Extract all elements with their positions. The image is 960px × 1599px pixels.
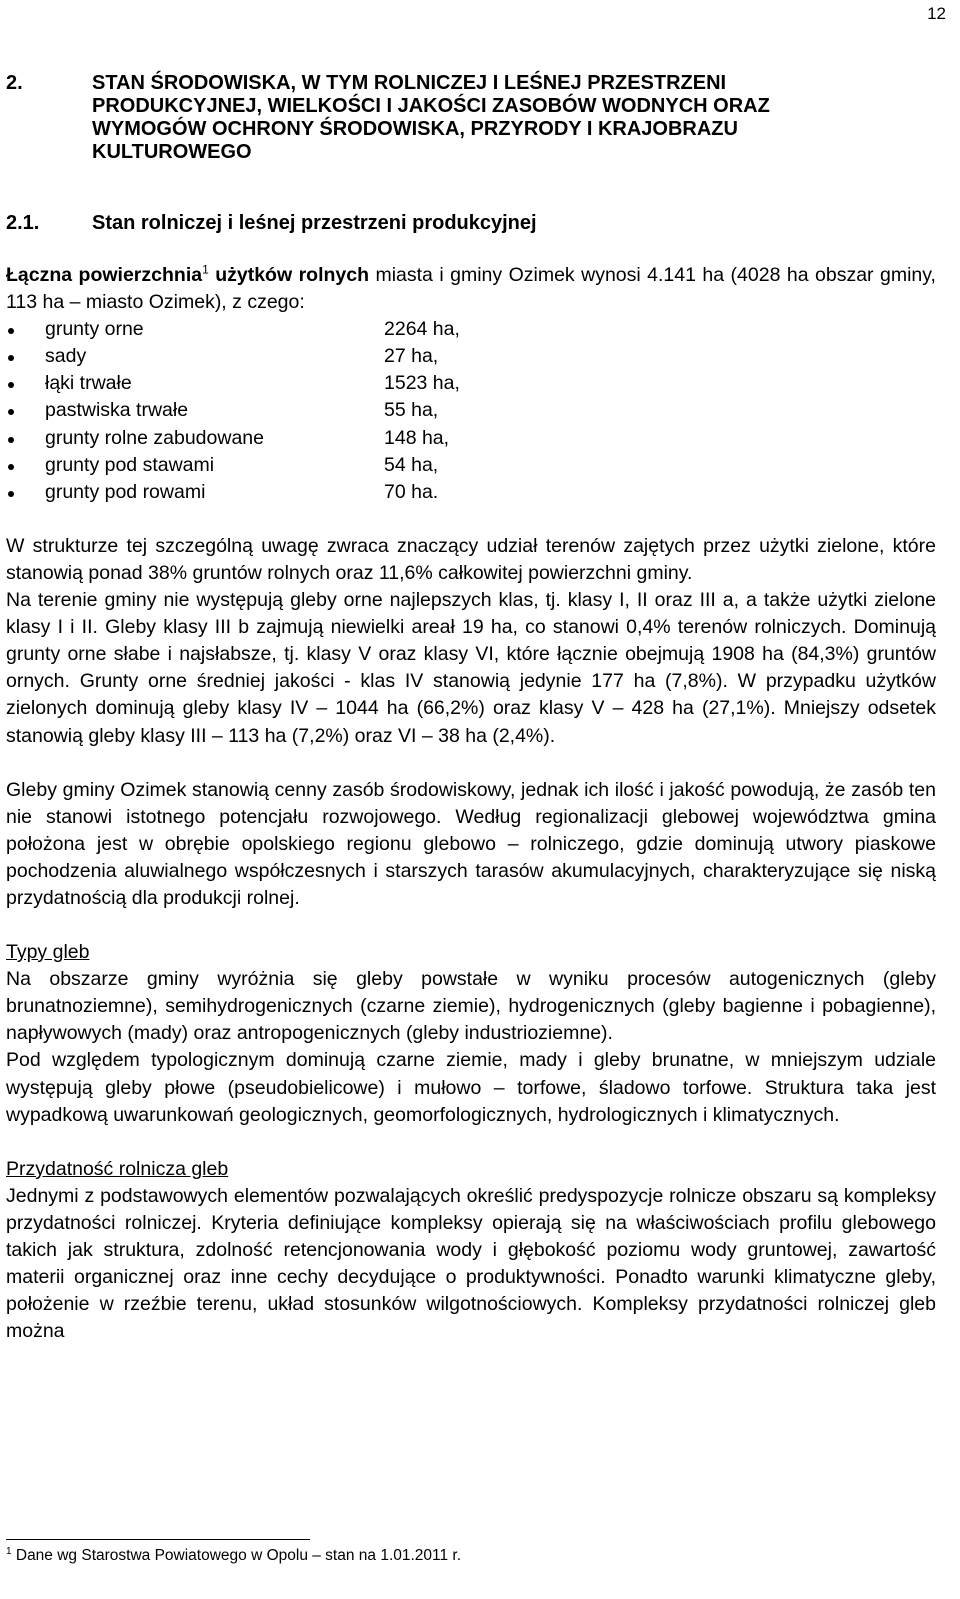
land-use-name: sady: [45, 345, 87, 368]
chapter-heading: [6, 72, 926, 164]
chapter-title-line: KULTUROWEGO: [92, 141, 252, 163]
chapter-title: [92, 72, 926, 164]
chapter-title-line: STAN ŚRODOWISKA, W TYM ROLNICZEJ I LEŚNEJ PRZESTRZENI: [92, 72, 727, 94]
list-item: [6, 479, 936, 506]
land-use-name: grunty pod stawami: [45, 453, 215, 476]
land-use-list: [6, 316, 936, 506]
structure-paragraph: W strukturze tej szczególną uwagę zwraca znaczący udział terenów zajętych przez użytki zielone, które stanowią ponad 38% gruntów rolnych oraz 11,6% całkowitej powierzchni gminy.: [6, 534, 936, 584]
chapter-number: 2.: [6, 72, 23, 94]
footnote-text: Dane wg Starostwa Powiatowego w Opolu – stan na 1.01.2011 r.: [11, 1547, 462, 1564]
land-use-value: 27 ha,: [384, 345, 439, 368]
suitability-heading: Przydatność rolnicza gleb: [6, 1157, 229, 1180]
land-use-name: pastwiska trwałe: [45, 399, 189, 422]
page-number: 12: [927, 4, 946, 23]
soil-types-heading: Typy gleb: [6, 941, 90, 964]
intro-bold: Łączna powierzchnia: [6, 264, 203, 286]
soil-value-paragraph: Gleby gminy Ozimek stanowią cenny zasób środowiskowy, jednak ich ilość i jakość powodują, że zasób ten nie stanowi istotnego potencjału rozwojowego. Według regionalizacji glebowej województwa gmina położona jest w obrębie opolskiego regionu glebowo – rolniczego, gdzie dominują utwory piaskowe pochodzenia aluwialnego współczesnych i starszych tarasów akumulacyjnych, charakteryzujące się niską przydatnością dla produkcji rolnej.: [6, 778, 936, 909]
bullet-icon: [6, 397, 45, 424]
chapter-title-line: WYMOGÓW OCHRONY ŚRODOWISKA, PRZYRODY I KRAJOBRAZU: [92, 118, 738, 140]
footnote: [6, 1547, 461, 1565]
document-body: [6, 262, 936, 1345]
land-use-value: 2264 ha,: [384, 318, 460, 341]
list-item: [6, 370, 936, 397]
intro-bold: użytków rolnych: [208, 264, 370, 286]
list-item: [6, 425, 936, 452]
bullet-icon: [6, 479, 45, 506]
land-use-name: grunty rolne zabudowane: [45, 426, 264, 449]
land-use-value: 1523 ha,: [384, 372, 460, 395]
land-use-value: 54 ha,: [384, 453, 439, 476]
list-item: [6, 397, 936, 424]
land-use-name: łąki trwałe: [45, 372, 132, 395]
soil-types-paragraph: Na obszarze gminy wyróżnia się gleby powstałe w wyniku procesów autogenicznych (gleby brunatnoziemne), semihydrogenicznych (czarne ziemie), hydrogenicznych (gleby bagienne i pobagienne), napływowych (mady) oraz antropogenicznych (gleby industrioziemne).: [6, 968, 936, 1045]
soil-typology-paragraph: Pod względem typologicznym dominują czarne ziemie, mady i gleby brunatne, w mniejszym udziale występują gleby płowe (pseudobielicowe) i mułowo – torfowe, śladowo torfowe. Struktura taka jest wypadkową uwarunkowań geologicznych, geomorfologicznych, hydrologicznych i klimatycznych.: [6, 1049, 936, 1126]
list-item: [6, 343, 936, 370]
list-item: [6, 452, 936, 479]
bullet-icon: [6, 343, 45, 370]
chapter-title-line: PRODUKCYJNEJ, WIELKOŚCI I JAKOŚCI ZASOBÓW WODNYCH ORAZ: [92, 95, 770, 117]
land-use-value: 55 ha,: [384, 399, 439, 422]
intro-paragraph: [6, 262, 936, 316]
section-title: Stan rolniczej i leśnej przestrzeni produkcyjnej: [92, 212, 537, 234]
footnote-number: 1: [6, 1545, 12, 1557]
bullet-icon: [6, 452, 45, 479]
section-number: 2.1.: [6, 212, 40, 234]
intro-text: miasta i gminy Ozimek wynosi 4.141 ha (4028 ha obszar gminy, 113 ha – miasto Ozimek), z czego:: [6, 264, 936, 314]
land-use-value: 70 ha.: [384, 480, 439, 503]
footnote-ref: 1: [202, 262, 209, 277]
soil-classes-paragraph: Na terenie gminy nie występują gleby orne najlepszych klas, tj. klasy I, II oraz III a, a także użytki zielone klasy I i II. Gleby klasy III b zajmują niewielki areał 19 ha, co stanowi 0,4% terenów rolniczych. Dominują grunty orne słabe i najsłabsze, tj. klasy V oraz klasy VI, które łącznie obejmują 1908 ha (84,3%) gruntów ornych. Grunty orne średniej jakości - klas IV stanowią jedynie 177 ha (7,8%). W przypadku użytków zielonych dominują gleby klasy IV – 1044 ha (66,2%) oraz klasy V – 428 ha (27,1%). Mniejszy odsetek stanowią gleby klasy III – 113 ha (7,2%) oraz VI – 38 ha (2,4%).: [6, 589, 936, 747]
section-heading: [6, 211, 926, 235]
bullet-icon: [6, 370, 45, 397]
suitability-paragraph: Jednymi z podstawowych elementów pozwalających określić predyspozycje rolnicze obszaru są kompleksy przydatności rolniczej. Kryteria definiujące kompleksy opierają się na właściwościach profilu glebowego takich jak struktura, zdolność retencjonowania wody i głębokość poziomu wody gruntowej, zawartość materii organicznej oraz inne cechy decydujące o produktywności. Ponadto warunki klimatyczne gleby, położenie w rzeźbie terenu, układ stosunków wilgotnościowych. Kompleksy przydatności rolniczej gleb można: [6, 1184, 936, 1343]
footnote-divider: [6, 1539, 310, 1540]
bullet-icon: [6, 316, 45, 343]
land-use-name: grunty pod rowami: [45, 480, 206, 503]
list-item: [6, 316, 936, 343]
bullet-icon: [6, 425, 45, 452]
land-use-value: 148 ha,: [384, 426, 450, 449]
land-use-name: grunty orne: [45, 318, 144, 341]
